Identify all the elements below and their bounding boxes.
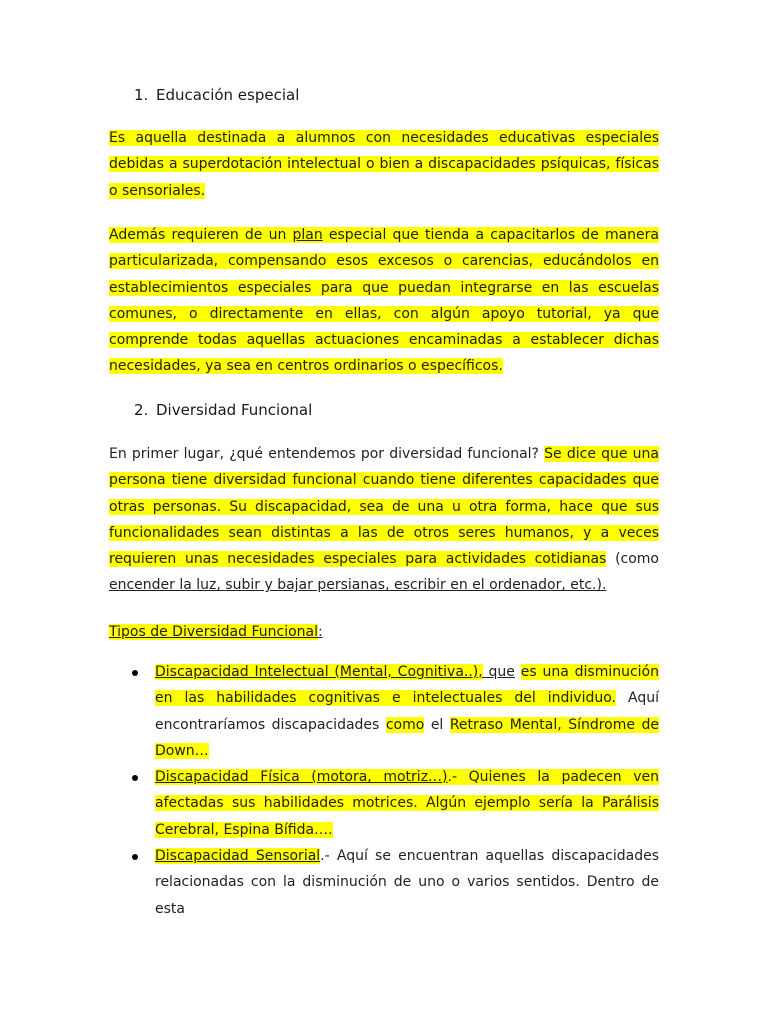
text-run: Discapacidad Sensorial: [155, 848, 321, 865]
highlighted-text: Retraso Mental, Síndrome de Down…: [155, 716, 660, 759]
types-colon: :: [318, 624, 323, 640]
section-1-paragraph-1: [109, 125, 659, 204]
text-run: el: [424, 716, 450, 733]
list-item-intellectual: [109, 659, 659, 764]
text-run: .- Aquí se encuentran aquellas discapacidades relacionadas con la disminución de uno o varios sentidos. Dentro de esta: [155, 848, 659, 917]
list-item-sensory: [109, 843, 659, 922]
list-item-physical: [109, 764, 659, 843]
highlighted-text: [155, 769, 659, 838]
text-run: Discapacidad Intelectual (Mental, Cognitiva..),: [155, 664, 483, 680]
highlighted-text: Es aquella destinada a alumnos con necesidades educativas especiales debidas a superdotación intelectual o bien a discapacidades psíquicas, físicas o sensoriales.: [109, 130, 659, 199]
disability-types-list: [109, 659, 659, 922]
section-2-number: 2.: [134, 401, 149, 419]
highlighted-text: como: [385, 716, 425, 733]
text-run: especial que tienda a capacitarlos de manera particularizada, compensando esos excesos o carencias, educándolos en establecimientos especiales para que puedan integrarse en las escuelas comunes, o directamente en ellas, con algún apoyo tutorial, ya que comprende todas aquellas actuaciones encaminadas a establecer dichas necesidades, ya sea en centros ordinarios o específicos.: [109, 227, 659, 375]
highlighted-text: [109, 227, 659, 374]
plan-underlined: plan: [292, 227, 323, 243]
text-run: Aquí encontraríamos discapacidades: [155, 690, 659, 733]
text-run: Además requieren de un: [109, 227, 293, 243]
section-2-title: Diversidad Funcional: [156, 401, 313, 419]
section-2-paragraph-1: [109, 441, 659, 599]
section-1-paragraph-2: [109, 222, 659, 380]
underlined-text: encender la luz, subir y bajar persianas, escribir en el ordenador, etc.).: [109, 577, 607, 594]
text-run: .- Quienes la padecen ven afectadas sus habilidades motrices. Algún ejemplo sería la Parálisis Cerebral, Espina Bífida….: [155, 769, 659, 838]
text-run: [515, 664, 521, 680]
section-1-heading: [134, 86, 299, 104]
types-title-line: [109, 619, 659, 645]
bullet-icon: [132, 854, 138, 860]
text-run: que: [482, 664, 515, 680]
bullet-icon: [132, 670, 138, 676]
text-run: Discapacidad Física (motora, motriz…): [155, 769, 448, 786]
text-run: (como: [606, 551, 659, 568]
highlighted-text: es una disminución en las habilidades cognitivas e intelectuales del individuo.: [155, 664, 659, 707]
text-run: En primer lugar, ¿qué entendemos por diversidad funcional?: [109, 446, 545, 462]
types-title: Tipos de Diversidad Funcional: [109, 624, 318, 640]
section-1-title: Educación especial: [156, 86, 300, 104]
bullet-icon: [132, 775, 138, 781]
section-1-number: 1.: [134, 86, 149, 104]
section-2-heading: [134, 401, 312, 419]
highlighted-text: Se dice que una persona tiene diversidad funcional cuando tiene diferentes capacidades que otras personas. Su discapacidad, sea de una u otra forma, hace que sus funcionalidades sean distintas a las de otros seres humanos, y a veces requieren unas necesidades especiales para actividades cotidianas: [109, 446, 659, 568]
